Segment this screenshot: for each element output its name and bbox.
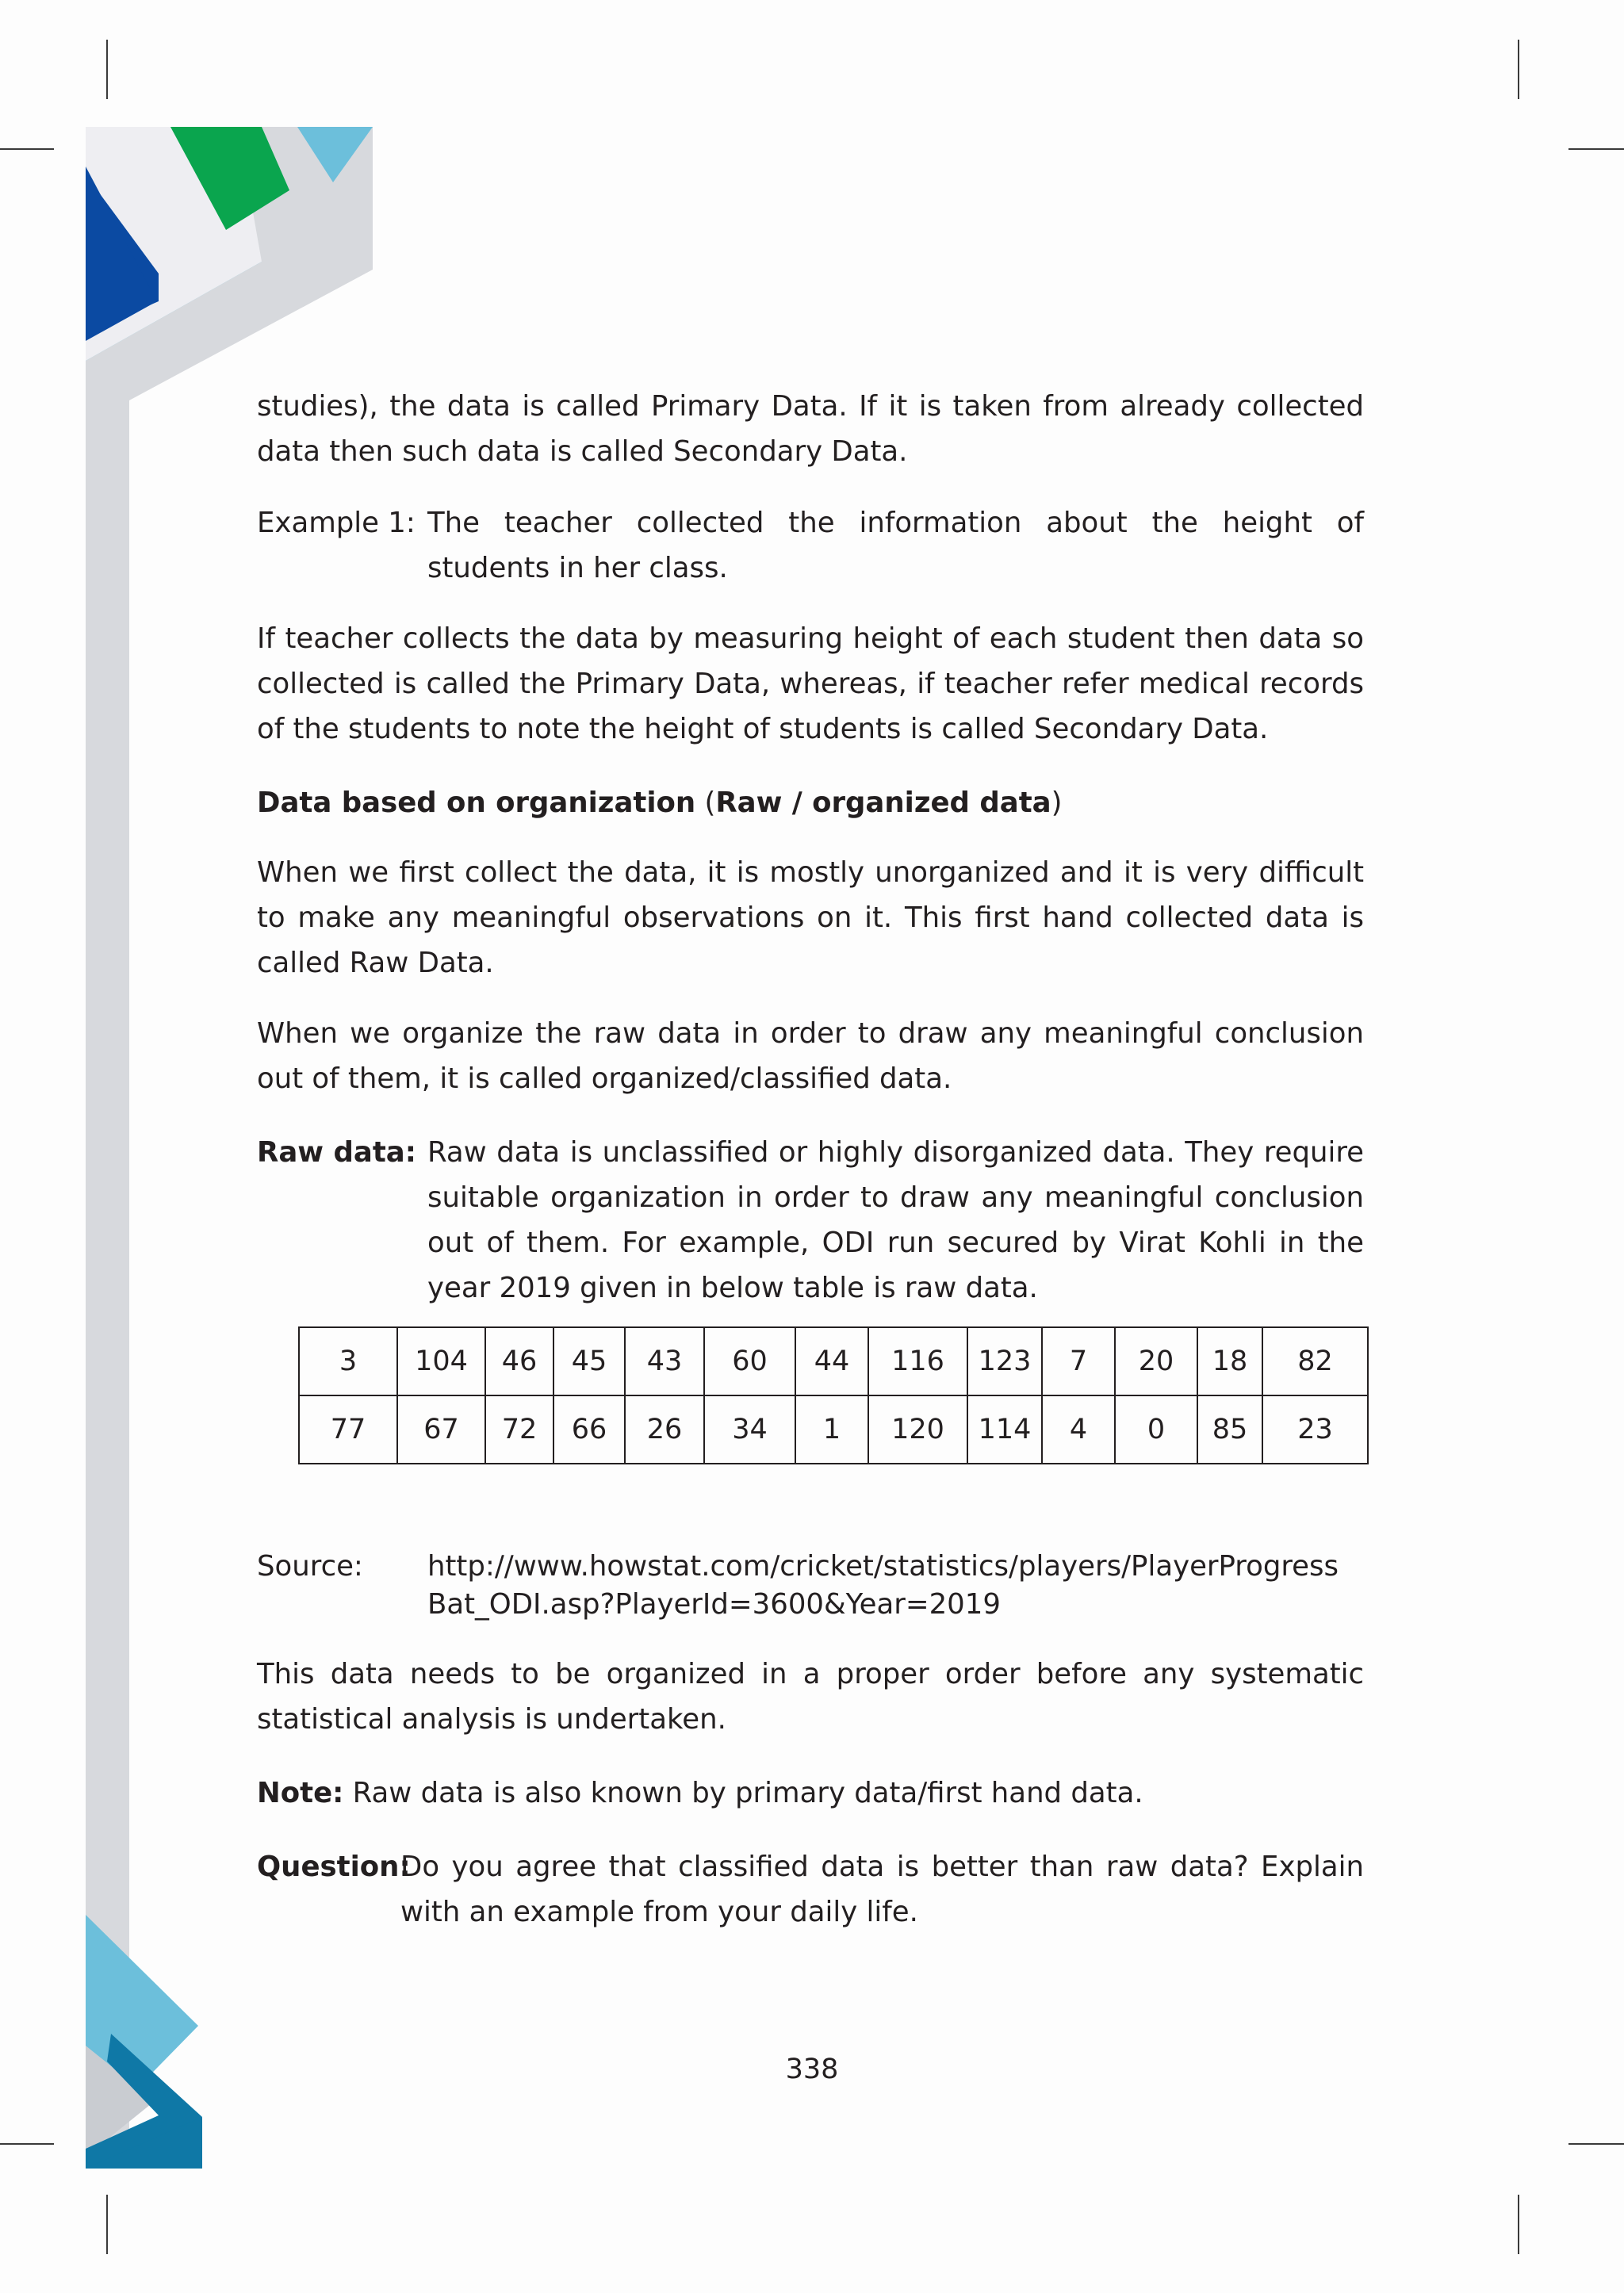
page-number: 338	[785, 2054, 839, 2085]
source-citation	[257, 1548, 1364, 1635]
table-cell: 82	[1262, 1327, 1368, 1395]
paragraph-primary-secondary: studies), the data is called Primary Data. If it is taken from already collected data then such data is called Secondary Data.	[257, 390, 1364, 468]
table-cell: 18	[1197, 1327, 1262, 1395]
raw-data-table	[298, 1326, 1369, 1464]
question	[257, 1844, 1364, 1939]
table-cell: 45	[553, 1327, 625, 1395]
paragraph-organized-data: When we organize the raw data in order to draw any meaningful conclusion out of them, it is called organized/classified data.	[257, 1017, 1364, 1095]
table-cell: 116	[868, 1327, 967, 1395]
table-cell: 26	[625, 1395, 704, 1464]
note	[257, 1770, 1364, 1816]
heading-bold-part: Data based on organization	[257, 787, 696, 819]
table-cell: 46	[485, 1327, 553, 1395]
example-1	[257, 500, 1364, 595]
source-url-line-1: http://www.howstat.com/cricket/statistics/players/PlayerProgress	[427, 1550, 1339, 1583]
table-cell: 67	[397, 1395, 485, 1464]
table-cell: 77	[299, 1395, 397, 1464]
note-label: Note:	[257, 1777, 344, 1809]
raw-data-label: Raw data:	[257, 1136, 416, 1169]
table-cell: 72	[485, 1395, 553, 1464]
table-cell: 104	[397, 1327, 485, 1395]
table-cell: 85	[1197, 1395, 1262, 1464]
table-cell: 60	[704, 1327, 795, 1395]
source-url-line-2: Bat_ODI.asp?PlayerId=3600&Year=2019	[427, 1588, 1001, 1621]
heading-inner: Raw / organized data	[715, 787, 1051, 819]
table-row	[299, 1327, 1368, 1395]
heading-paren-open: (	[695, 787, 716, 819]
table-cell: 43	[625, 1327, 704, 1395]
section-heading	[257, 780, 1364, 825]
note-text: Raw data is also known by primary data/first hand data.	[343, 1777, 1143, 1809]
table-cell: 66	[553, 1395, 625, 1464]
question-text: Do you agree that classified data is better than raw data? Explain with an example from your daily life.	[400, 1851, 1364, 1928]
table-cell: 120	[868, 1395, 967, 1464]
table-cell: 114	[967, 1395, 1042, 1464]
table-row	[299, 1395, 1368, 1464]
example-text: The teacher collected the information about the height of students in her class.	[427, 507, 1364, 584]
table-cell: 23	[1262, 1395, 1368, 1464]
question-label: Question:	[257, 1851, 411, 1883]
raw-data-text: Raw data is unclassified or highly disorganized data. They require suitable organization in order to draw any meaningful conclusion out of them. For example, ODI run secured by Virat Kohli in the year 2019 given in below table is raw data.	[427, 1136, 1364, 1304]
paragraph-needs-organizing: This data needs to be organized in a proper order before any systematic statistical analysis is undertaken.	[257, 1658, 1364, 1736]
table-cell: 34	[704, 1395, 795, 1464]
table-cell: 44	[795, 1327, 868, 1395]
example-label: Example 1:	[257, 507, 416, 539]
table-cell: 4	[1042, 1395, 1115, 1464]
raw-data-definition	[257, 1130, 1364, 1312]
paragraph-raw-data-intro: When we first collect the data, it is mostly unorganized and it is very difficult to make any meaningful observations on it. This first hand collected data is called Raw Data.	[257, 856, 1364, 979]
source-label: Source:	[257, 1550, 363, 1583]
paragraph-teacher-data: If teacher collects the data by measuring height of each student then data so collected is called the Primary Data, whereas, if teacher refer medical records of the students to note the height of students is called Secondary Data.	[257, 622, 1364, 745]
table-cell: 123	[967, 1327, 1042, 1395]
table-cell: 7	[1042, 1327, 1115, 1395]
table-cell: 3	[299, 1327, 397, 1395]
table-cell: 0	[1115, 1395, 1197, 1464]
table-cell: 1	[795, 1395, 868, 1464]
heading-paren-close: )	[1051, 787, 1063, 819]
table-cell: 20	[1115, 1327, 1197, 1395]
